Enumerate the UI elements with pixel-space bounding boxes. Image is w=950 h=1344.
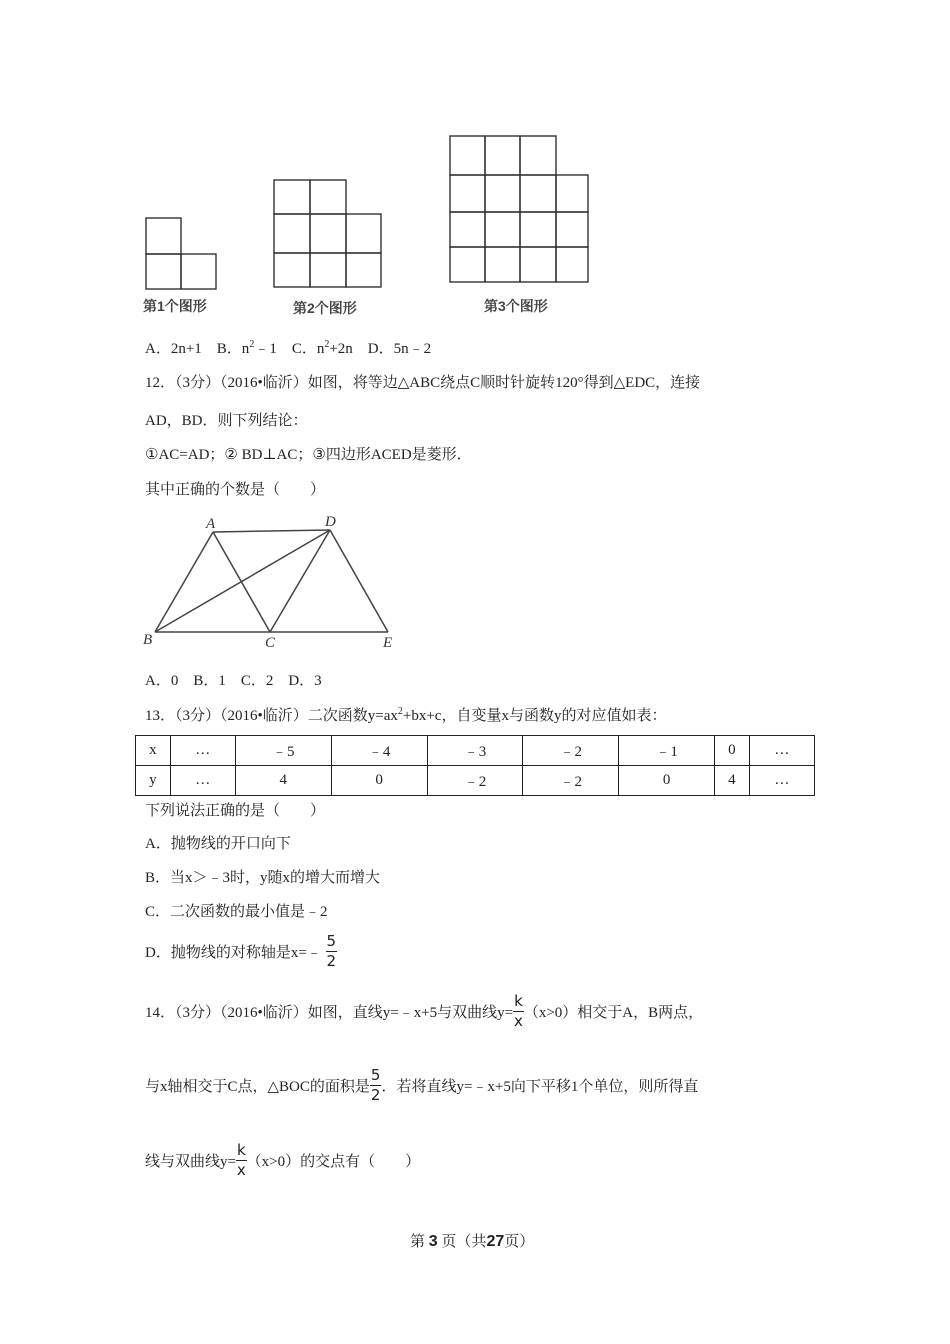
q13-option-b: B．当x＞﹣3时，y随x的增大而增大 (145, 870, 381, 886)
grid-figure-2 (270, 176, 385, 291)
fraction-numerator: 5 (326, 932, 337, 950)
q12-stem-line1: 12．（3分）（2016•临沂）如图，将等边△ABC绕点C顺时针旋转120°得到△EDC，连接 (145, 375, 701, 391)
footer-pre: 第 (410, 1234, 426, 1250)
q13-stem-post: +bx+c，自变量x与函数y的对应值如表： (402, 708, 667, 724)
figure-caption-3: 第3个图形 (484, 298, 548, 314)
q13-value-table (135, 735, 815, 796)
table-cell: 0 (715, 736, 750, 766)
q14-line2 (145, 1068, 698, 1103)
fraction-numerator: 5 (370, 1066, 381, 1084)
table-cell: ﹣1 (619, 736, 715, 766)
point-label-c: C (265, 635, 276, 651)
fraction-numerator: k (236, 1141, 246, 1159)
footer-page-number: 3 (428, 1233, 438, 1250)
q14-line1-post: （x>0）相交于A，B两点， (523, 1005, 704, 1021)
point-label-a: A (206, 516, 216, 532)
q12-options: A．0 B．1 C．2 D．3 (145, 673, 322, 689)
point-label-e: E (383, 635, 393, 651)
q13-prompt: 下列说法正确的是（ ） (145, 803, 326, 819)
q12-stem-line4: 其中正确的个数是（ ） (145, 482, 326, 498)
figure-caption-1: 第1个图形 (143, 298, 207, 314)
q14-line2-post: ．若将直线y=﹣x+5向下平移1个单位，则所得直 (381, 1079, 699, 1095)
page-footer (410, 1230, 534, 1251)
q13-stem-sup: 2 (397, 706, 403, 717)
q12-triangle-diagram (140, 512, 410, 652)
q14-line1-pre: 14．（3分）（2016•临沂）如图，直线y=﹣x+5与双曲线y= (145, 1005, 514, 1021)
figure-caption-2: 第2个图形 (293, 300, 357, 316)
grid-figure-1 (140, 212, 220, 292)
q14-line3 (145, 1143, 420, 1178)
fraction-numerator: k (514, 992, 523, 1010)
fraction-k-over-x-2 (236, 1143, 247, 1178)
fraction-denominator: 2 (326, 952, 337, 970)
footer-total-pages: 27 (486, 1233, 505, 1250)
table-cell: 4 (235, 766, 331, 796)
table-cell: ﹣2 (523, 736, 619, 766)
table-cell: ﹣4 (331, 736, 427, 766)
grid-figure-3 (446, 132, 591, 287)
table-cell: … (170, 766, 235, 796)
q13-option-a: A．抛物线的开口向下 (145, 836, 291, 852)
table-row (136, 766, 815, 796)
fraction-denominator: x (236, 1161, 246, 1179)
table-cell: 0 (619, 766, 715, 796)
table-cell: y (136, 766, 171, 796)
footer-mid: 页（共 (441, 1234, 487, 1250)
q13-option-c: C．二次函数的最小值是﹣2 (145, 904, 328, 920)
fraction-five-halves-area (370, 1068, 382, 1103)
table-cell: 4 (715, 766, 750, 796)
table-cell: x (136, 736, 171, 766)
q12-stem-line3: ①AC=AD；② BD⊥AC；③四边形ACED是菱形． (145, 447, 472, 463)
table-cell: ﹣2 (523, 766, 619, 796)
q14-line3-pre: 线与双曲线y= (145, 1154, 236, 1170)
q14-line2-pre: 与x轴相交于C点，△BOC的面积是 (145, 1079, 370, 1095)
table-cell: ﹣3 (427, 736, 523, 766)
q11-options: A．2n+1 B．$n^2﹣1$ C．$n^2+2n$ D．5n﹣2 (145, 339, 432, 357)
q13-stem-pre: 13．（3分）（2016•临沂）二次函数y=ax (145, 708, 398, 724)
fraction-k-over-x (513, 994, 524, 1029)
point-label-b: B (143, 632, 153, 648)
fraction-five-halves (326, 934, 338, 969)
q13-option-d (145, 934, 337, 969)
table-cell: ﹣2 (427, 766, 523, 796)
fraction-denominator: 2 (370, 1086, 381, 1104)
q13-option-d-text: D．抛物线的对称轴是x=﹣ (145, 945, 322, 961)
table-cell: … (170, 736, 235, 766)
q14-line1 (145, 994, 703, 1029)
table-cell: 0 (331, 766, 427, 796)
footer-post: 页） (504, 1234, 535, 1250)
table-cell: … (749, 736, 814, 766)
q13-stem (145, 704, 666, 725)
table-cell: … (749, 766, 814, 796)
q12-stem-line2: AD，BD．则下列结论： (145, 413, 308, 429)
fraction-denominator: x (514, 1012, 523, 1030)
q14-line3-post: （x>0）的交点有（ ） (246, 1154, 421, 1170)
point-label-d: D (325, 514, 336, 530)
table-row (136, 736, 815, 766)
table-cell: ﹣5 (235, 736, 331, 766)
